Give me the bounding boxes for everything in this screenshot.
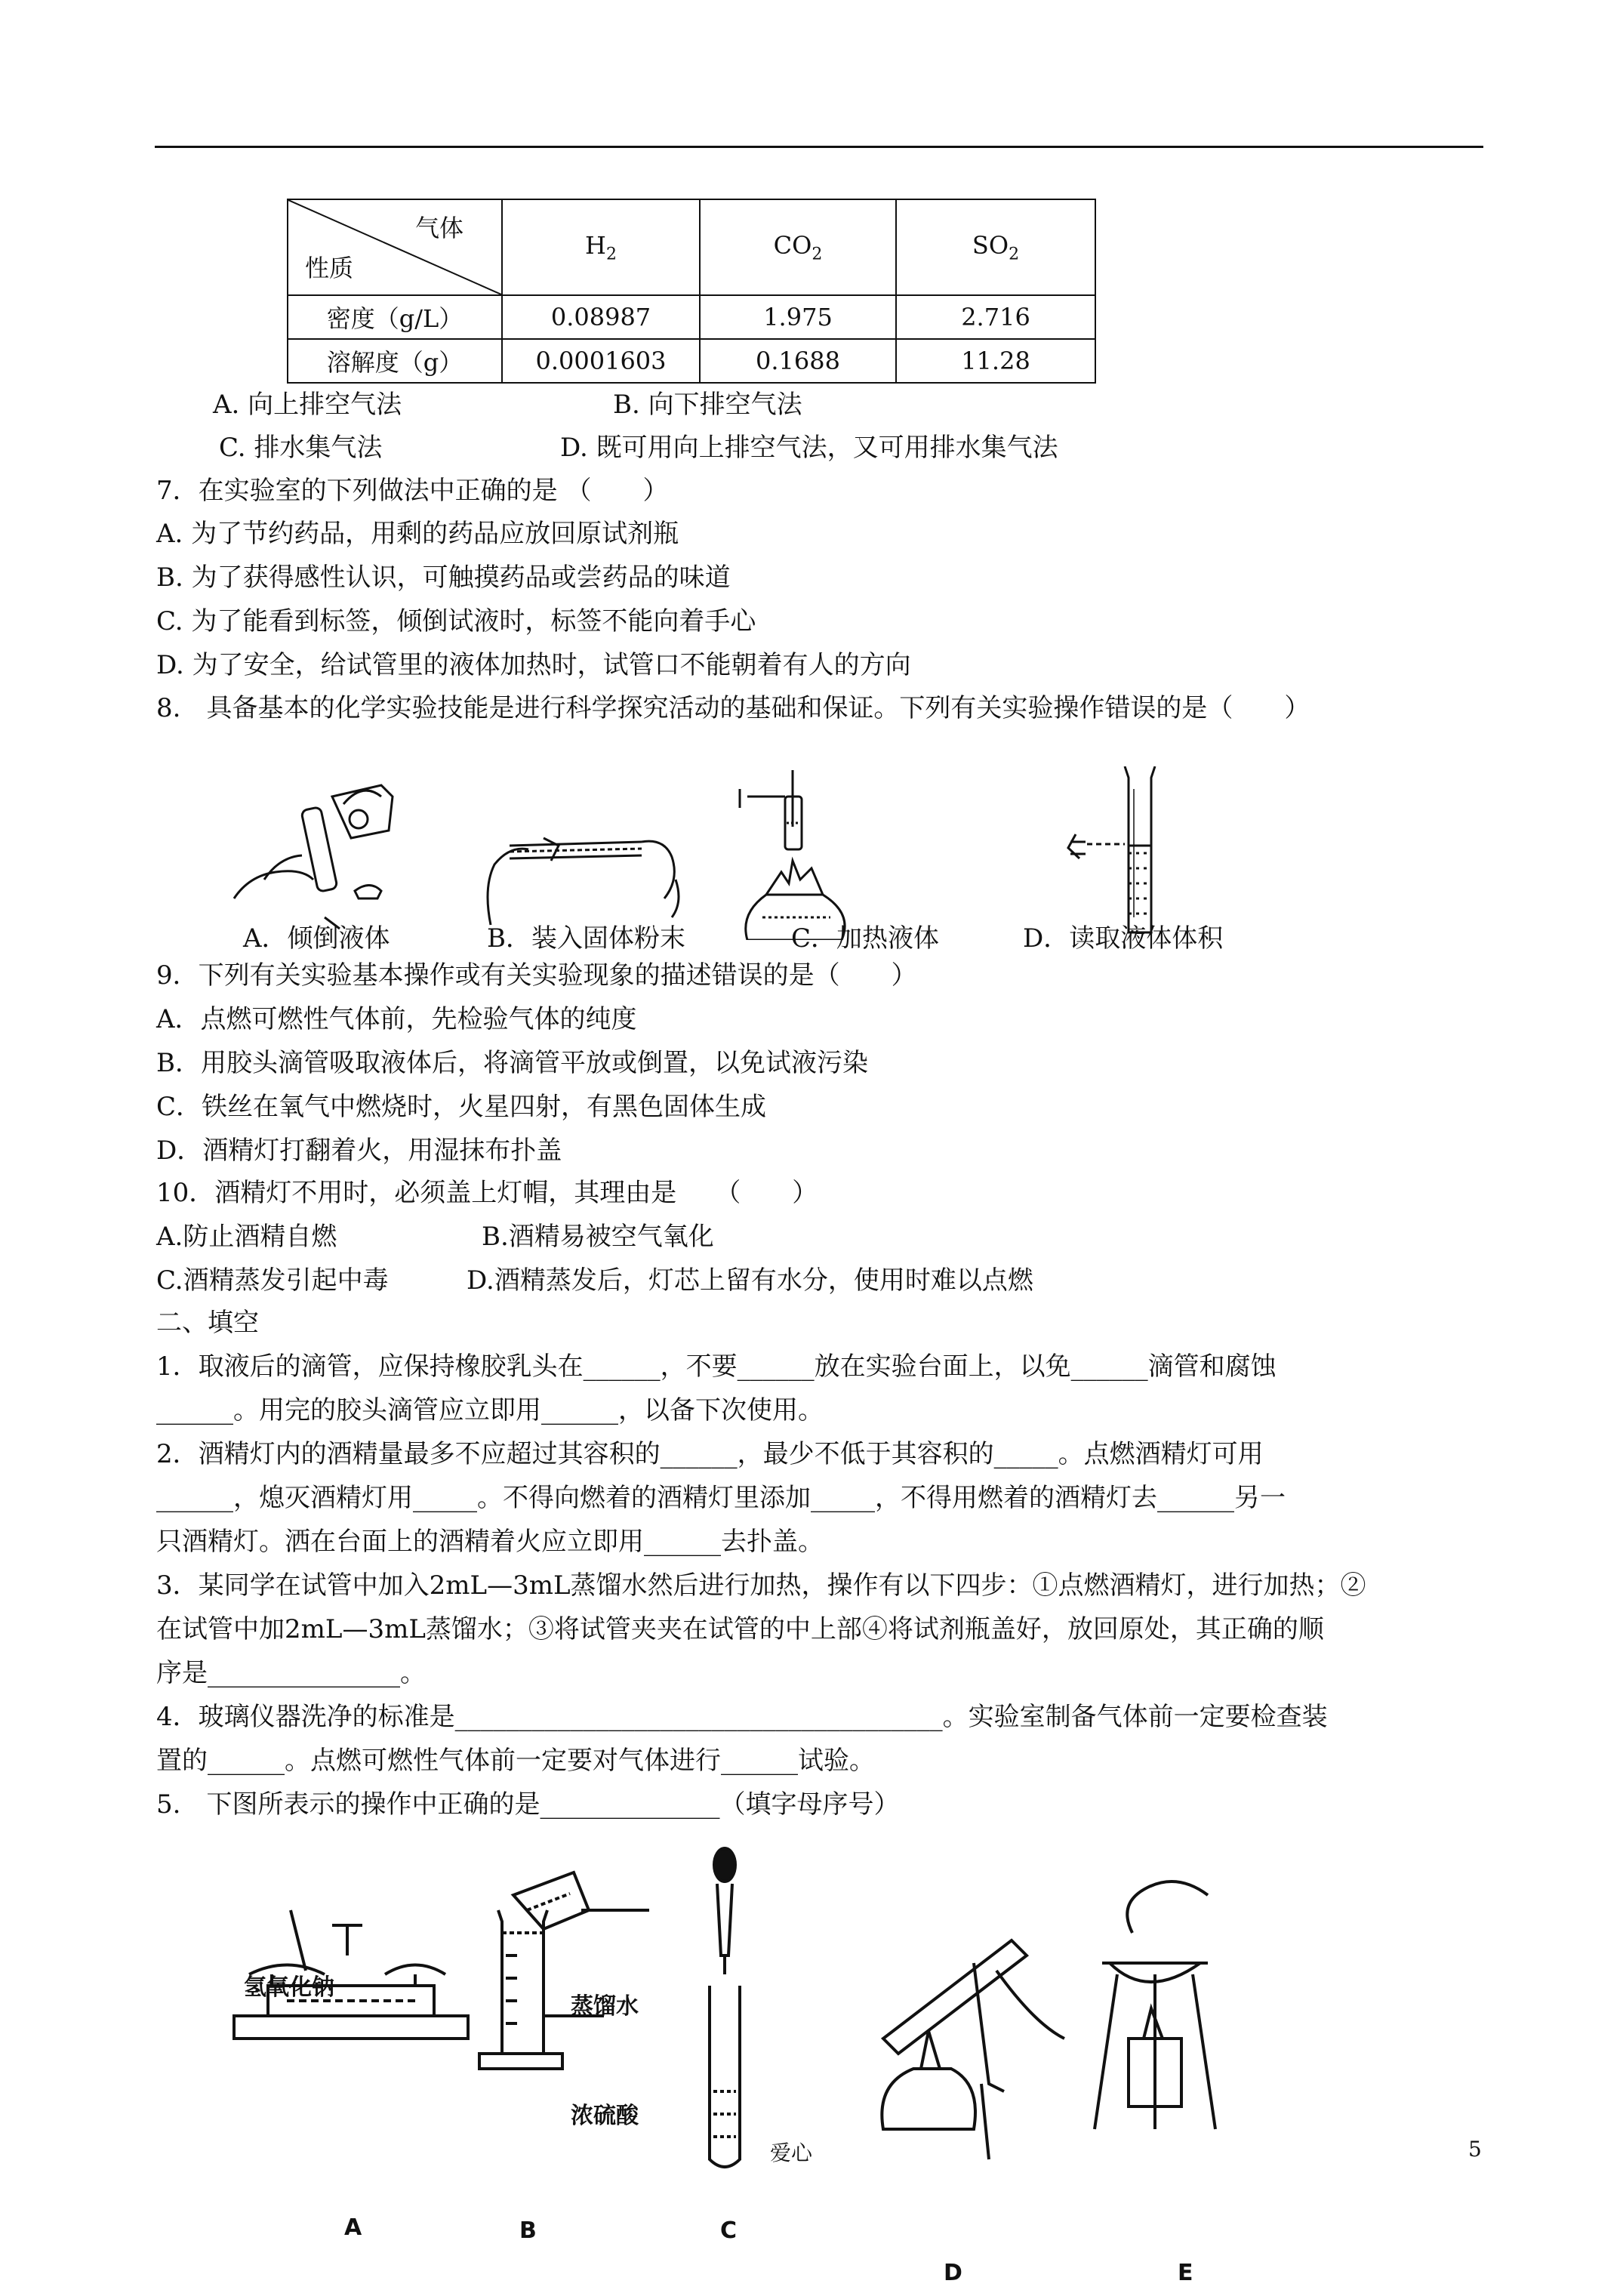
- cell-value: 0.0001603: [502, 339, 700, 383]
- figure-pour-liquid: [234, 785, 393, 929]
- q9-option: B．用胶头滴管吸取液体后，将滴管平放或倒置，以免试液污染: [156, 1048, 868, 1078]
- fill-line: ______。用完的胶头滴管应立即用______，以备下次使用。: [156, 1395, 824, 1425]
- page-number: 5: [1468, 2137, 1482, 2162]
- q8-caption-c: C．加热液体: [791, 923, 940, 954]
- fill-line: 只酒精灯。洒在台面上的酒精着火应立即用______去扑盖。: [156, 1527, 824, 1557]
- q9-option: A．点燃可燃性气体前，先检验气体的纯度: [156, 1004, 637, 1034]
- q10-option-a: A.防止酒精自燃: [156, 1222, 337, 1252]
- fill-line: 5. 下图所表示的操作中正确的是______________（填字母序号）: [156, 1789, 900, 1820]
- corner-label-gas: 气体: [414, 214, 463, 242]
- header-rule: [155, 146, 1483, 148]
- letter-d: D: [944, 2260, 962, 2286]
- label-distilled-water: 蒸馏水: [571, 1993, 639, 2020]
- corner-label-property: 性质: [305, 254, 354, 282]
- table-row: [288, 295, 1095, 339]
- q8-figures: [219, 766, 1276, 940]
- fill-line: 1．取液后的滴管，应保持橡胶乳头在______，不要______放在实验台面上，以免______滴管和腐蚀: [156, 1351, 1277, 1382]
- q9-stem: 9．下列有关实验基本操作或有关实验现象的描述错误的是（ ）: [156, 960, 917, 991]
- cell-value: 0.08987: [502, 295, 700, 339]
- fill-line: 4．玻璃仪器洗净的标准是______________________________________。实验室制备气体前一定要检查装: [156, 1702, 1328, 1732]
- label-conc-sulfuric-acid: 浓硫酸: [571, 2103, 639, 2129]
- q10-option-d: D.酒精蒸发后，灯芯上留有水分，使用时难以点燃: [467, 1265, 1033, 1296]
- cell-value: 11.28: [896, 339, 1095, 383]
- figure-d-heating: [882, 1940, 1064, 2159]
- q9-option: C．铁丝在氧气中燃烧时，火星四射，有黑色固体生成: [156, 1092, 767, 1122]
- q7-option: A. 为了节约药品，用剩的药品应放回原试剂瓶: [156, 519, 679, 549]
- letter-a: A: [344, 2214, 362, 2241]
- header-h2: $H_2$: [502, 199, 700, 295]
- fill-line: 2．酒精灯内的酒精量最多不应超过其容积的______，最少不低于其容积的_____。点燃酒精灯可用: [156, 1439, 1264, 1469]
- q10-stem: 10．酒精灯不用时，必须盖上灯帽，其理由是 （ ）: [156, 1178, 818, 1208]
- fill-line: 置的______。点燃可燃性气体前一定要对气体进行______试验。: [156, 1746, 875, 1776]
- cell-value: 0.1688: [700, 339, 896, 383]
- operations-figure: [226, 1842, 1359, 2265]
- cell-value: 2.716: [896, 295, 1095, 339]
- figure-load-powder: [488, 838, 679, 925]
- figure-b-dilute: [479, 1872, 649, 2069]
- gas-property-table: [287, 199, 1096, 384]
- row-label: 溶解度（g）: [288, 339, 502, 383]
- q7-option: B. 为了获得感性认识，可触摸药品或尝药品的味道: [156, 562, 731, 593]
- table-row: [288, 339, 1095, 383]
- header-co2: $CO_2$: [700, 199, 896, 295]
- q6-option-d: D. 既可用向上排空气法，又可用排水集气法: [560, 433, 1058, 463]
- q10-option-b: B.酒精易被空气氧化: [482, 1222, 714, 1252]
- q7-option: C. 为了能看到标签，倾倒试液时，标签不能向着手心: [156, 606, 756, 636]
- section-heading: 二、填空: [156, 1308, 259, 1338]
- letter-e: E: [1178, 2260, 1193, 2286]
- q8-caption-b: B．装入固体粉末: [487, 923, 685, 954]
- fill-line: 在试管中加2mL—3mL蒸馏水；③将试管夹夹在试管的中上部④将试剂瓶盖好，放回原处，其正确的顺: [156, 1614, 1324, 1644]
- q8-caption-a: A．倾倒液体: [243, 923, 390, 954]
- header-so2: $SO_2$: [896, 199, 1095, 295]
- footer-center-text: 爱心: [770, 2140, 813, 2165]
- q8-stem: 8. 具备基本的化学实验技能是进行科学探究活动的基础和保证。下列有关实验操作错误的是（ ）: [156, 693, 1310, 723]
- letter-c: C: [720, 2217, 738, 2244]
- q6-option-b: B. 向下排空气法: [613, 390, 802, 420]
- letter-b: B: [519, 2217, 537, 2244]
- figure-read-volume: [1068, 766, 1155, 932]
- figure-heat-liquid: [740, 770, 845, 940]
- table-corner-cell: [288, 199, 502, 295]
- fill-line: 序是_______________。: [156, 1658, 426, 1688]
- figure-c-dropper: [710, 1848, 740, 2167]
- q8-caption-d: D．读取液体体积: [1023, 923, 1224, 954]
- q9-option: D．酒精灯打翻着火，用湿抹布扑盖: [156, 1136, 562, 1166]
- q6-option-a: A. 向上排空气法: [213, 390, 402, 420]
- label-naoh: 氢氧化钠: [244, 1974, 334, 2001]
- q7-stem: 7．在实验室的下列做法中正确的是 （ ）: [156, 476, 669, 506]
- q7-option: D. 为了安全，给试管里的液体加热时，试管口不能朝着有人的方向: [156, 650, 911, 680]
- q10-option-c: C.酒精蒸发引起中毒: [156, 1265, 389, 1296]
- row-label: 密度（g/L）: [288, 295, 502, 339]
- cell-value: 1.975: [700, 295, 896, 339]
- fill-line: ______，熄灭酒精灯用_____。不得向燃着的酒精灯里添加_____，不得用燃着的酒精灯去______另一: [156, 1483, 1286, 1513]
- figure-e-evaporate: [1095, 1881, 1215, 2129]
- fill-line: 3．某同学在试管中加入2mL—3mL蒸馏水然后进行加热，操作有以下四步：①点燃酒精灯，进行加热；②: [156, 1570, 1366, 1601]
- q6-option-c: C. 排水集气法: [219, 433, 383, 463]
